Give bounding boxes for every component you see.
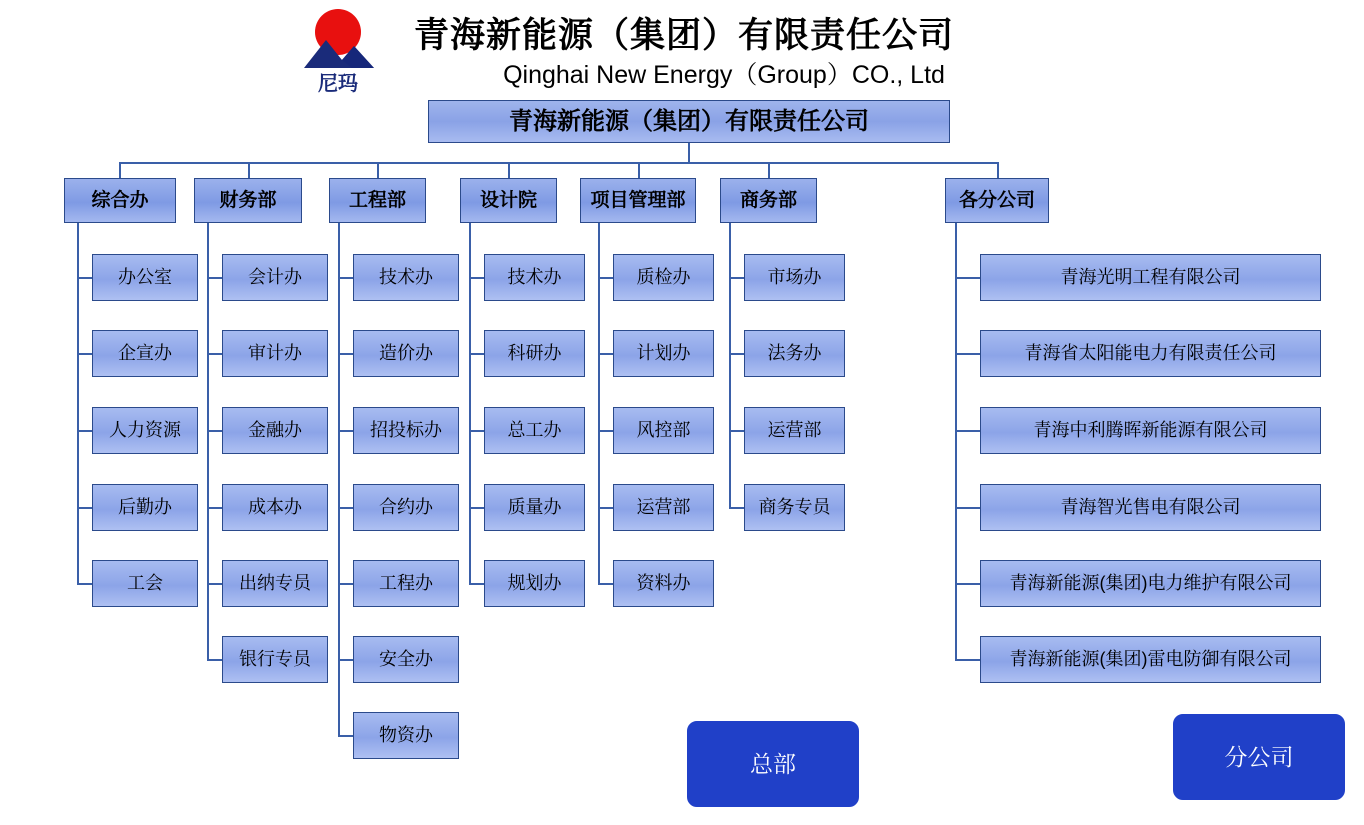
leaf-node[interactable]: 审计办 (222, 330, 328, 377)
leaf-node[interactable]: 合约办 (353, 484, 459, 531)
leaf-node[interactable]: 安全办 (353, 636, 459, 683)
branch-company-node[interactable]: 青海中利腾晖新能源有限公司 (980, 407, 1321, 454)
dept-node-sheji[interactable]: 设计院 (460, 178, 557, 223)
tick-fengongsi-6 (955, 659, 980, 661)
tick-fengongsi-4 (955, 507, 980, 509)
company-name-en: Qinghai New Energy（Group）CO., Ltd (503, 61, 945, 89)
leaf-node[interactable]: 规划办 (484, 560, 585, 607)
tick-caiwu-4 (207, 507, 222, 509)
root-trunk-line (688, 143, 690, 163)
leaf-node[interactable]: 技术办 (353, 254, 459, 301)
legend-branch[interactable]: 分公司 (1173, 714, 1345, 800)
tick-shangwu-1 (729, 277, 744, 279)
tick-gongcheng-6 (338, 659, 353, 661)
dept-node-gongcheng[interactable]: 工程部 (329, 178, 426, 223)
leaf-node[interactable]: 造价办 (353, 330, 459, 377)
tick-shangwu-3 (729, 430, 744, 432)
tick-gongcheng-1 (338, 277, 353, 279)
tick-zonghe-1 (77, 277, 92, 279)
leaf-node[interactable]: 质量办 (484, 484, 585, 531)
tick-caiwu-1 (207, 277, 222, 279)
leaf-node[interactable]: 出纳专员 (222, 560, 328, 607)
leaf-node[interactable]: 总工办 (484, 407, 585, 454)
tick-gongcheng-4 (338, 507, 353, 509)
leaf-node[interactable]: 企宣办 (92, 330, 198, 377)
dept-node-fengongsi[interactable]: 各分公司 (945, 178, 1049, 223)
branch-company-node[interactable]: 青海省太阳能电力有限责任公司 (980, 330, 1321, 377)
leaf-node[interactable]: 工程办 (353, 560, 459, 607)
tick-gongcheng-5 (338, 583, 353, 585)
leaf-node[interactable]: 运营部 (744, 407, 845, 454)
spine-line-shangwu (729, 223, 731, 507)
tick-zonghe-3 (77, 430, 92, 432)
tick-xiangmu-3 (598, 430, 613, 432)
drop-line-4 (508, 162, 510, 178)
leaf-node[interactable]: 技术办 (484, 254, 585, 301)
tick-caiwu-5 (207, 583, 222, 585)
tick-zonghe-4 (77, 507, 92, 509)
tick-sheji-3 (469, 430, 484, 432)
dept-node-xiangmu[interactable]: 项目管理部 (580, 178, 696, 223)
tick-xiangmu-5 (598, 583, 613, 585)
tick-caiwu-2 (207, 353, 222, 355)
tick-xiangmu-1 (598, 277, 613, 279)
tick-fengongsi-3 (955, 430, 980, 432)
tick-caiwu-3 (207, 430, 222, 432)
leaf-node[interactable]: 计划办 (613, 330, 714, 377)
drop-line-6 (768, 162, 770, 178)
leaf-node[interactable]: 办公室 (92, 254, 198, 301)
drop-line-3 (377, 162, 379, 178)
leaf-node[interactable]: 成本办 (222, 484, 328, 531)
leaf-node[interactable]: 工会 (92, 560, 198, 607)
tick-sheji-1 (469, 277, 484, 279)
dept-node-zonghe[interactable]: 综合办 (64, 178, 176, 223)
dept-node-caiwu[interactable]: 财务部 (194, 178, 302, 223)
leaf-node[interactable]: 科研办 (484, 330, 585, 377)
drop-line-1 (119, 162, 121, 178)
bus-line (119, 162, 999, 164)
tick-fengongsi-5 (955, 583, 980, 585)
branch-company-node[interactable]: 青海新能源(集团)雷电防御有限公司 (980, 636, 1321, 683)
leaf-node[interactable]: 法务办 (744, 330, 845, 377)
company-name-cn: 青海新能源（集团）有限责任公司 (414, 16, 955, 55)
branch-company-node[interactable]: 青海智光售电有限公司 (980, 484, 1321, 531)
drop-line-7 (997, 162, 999, 178)
tick-zonghe-2 (77, 353, 92, 355)
leaf-node[interactable]: 人力资源 (92, 407, 198, 454)
drop-line-5 (638, 162, 640, 178)
leaf-node[interactable]: 运营部 (613, 484, 714, 531)
tick-sheji-2 (469, 353, 484, 355)
leaf-node[interactable]: 资料办 (613, 560, 714, 607)
tick-zonghe-5 (77, 583, 92, 585)
svg-text:尼玛: 尼玛 (318, 71, 358, 94)
spine-line-caiwu (207, 223, 209, 660)
leaf-node[interactable]: 金融办 (222, 407, 328, 454)
dept-node-shangwu[interactable]: 商务部 (720, 178, 817, 223)
tick-gongcheng-7 (338, 735, 353, 737)
drop-line-2 (248, 162, 250, 178)
tick-fengongsi-2 (955, 353, 980, 355)
tick-fengongsi-1 (955, 277, 980, 279)
leaf-node[interactable]: 商务专员 (744, 484, 845, 531)
leaf-node[interactable]: 招投标办 (353, 407, 459, 454)
tick-xiangmu-2 (598, 353, 613, 355)
tick-gongcheng-3 (338, 430, 353, 432)
legend-headquarters[interactable]: 总部 (687, 721, 859, 807)
spine-line-fengongsi (955, 223, 957, 660)
tick-xiangmu-4 (598, 507, 613, 509)
leaf-node[interactable]: 会计办 (222, 254, 328, 301)
tick-sheji-5 (469, 583, 484, 585)
tick-caiwu-6 (207, 659, 222, 661)
leaf-node[interactable]: 物资办 (353, 712, 459, 759)
leaf-node[interactable]: 银行专员 (222, 636, 328, 683)
leaf-node[interactable]: 风控部 (613, 407, 714, 454)
tick-shangwu-2 (729, 353, 744, 355)
tick-gongcheng-2 (338, 353, 353, 355)
leaf-node[interactable]: 市场办 (744, 254, 845, 301)
tick-sheji-4 (469, 507, 484, 509)
branch-company-node[interactable]: 青海新能源(集团)电力维护有限公司 (980, 560, 1321, 607)
leaf-node[interactable]: 质检办 (613, 254, 714, 301)
leaf-node[interactable]: 后勤办 (92, 484, 198, 531)
branch-company-node[interactable]: 青海光明工程有限公司 (980, 254, 1321, 301)
tick-shangwu-4 (729, 507, 744, 509)
root-node[interactable]: 青海新能源（集团）有限责任公司 (428, 100, 950, 143)
company-logo-icon (296, 6, 406, 94)
